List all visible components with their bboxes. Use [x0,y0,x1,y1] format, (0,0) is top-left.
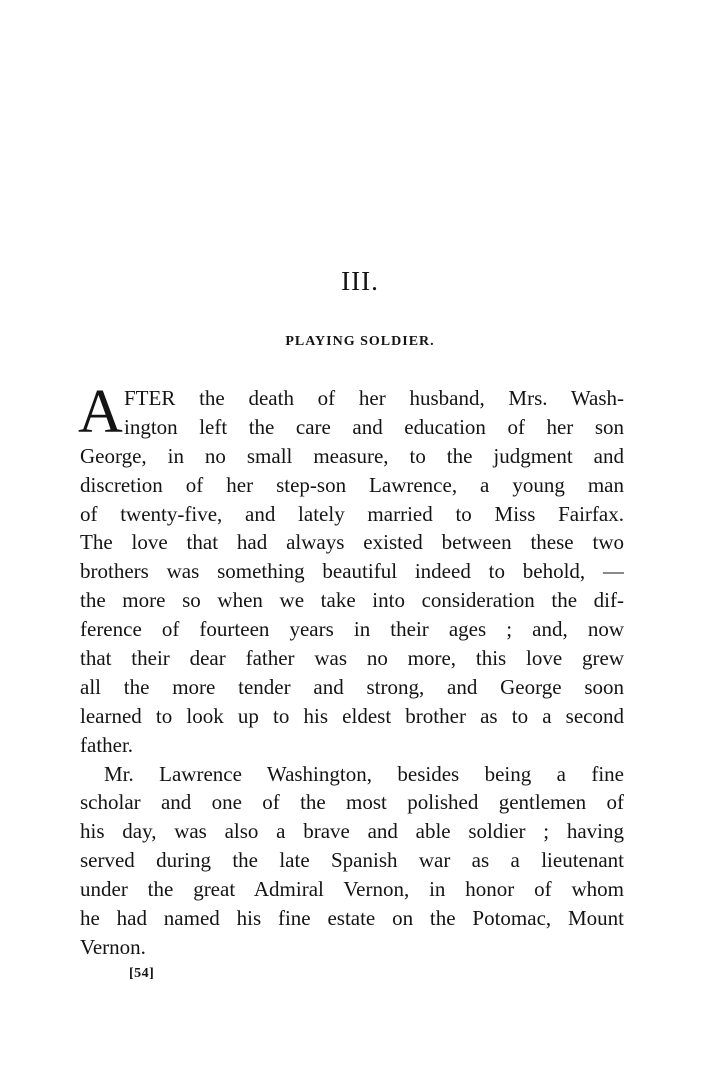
text-line: father. [80,732,134,757]
text-line: brothers was something beautiful indeed to behold, — [80,559,624,584]
body-text [80,384,624,962]
text-line: learned to look up to his eldest brother as to a second [80,703,624,728]
text-line: FTER the death of her husband, Mrs. Wash- [124,386,624,410]
drop-cap: A [78,378,123,446]
text-line: under the great Admiral Vernon, in honor of whom [80,877,624,902]
text-line: he had named his fine estate on the Potomac, Mount [80,906,624,931]
text-line: served during the late Spanish war as a lieutenant [80,848,624,873]
text-line: that their dear father was no more, this love grew [80,646,624,671]
text-line: Mr. Lawrence Washington, besides being a fine [104,761,624,786]
text-line: scholar and one of the most polished gentlemen of [80,790,624,815]
text-line: all the more tender and strong, and George soon [80,674,624,699]
page-number: [54] [129,966,155,981]
text-line: of twenty-five, and lately married to Miss Fairfax. [80,501,624,526]
chapter-number: III. [341,266,379,296]
text-line: The love that had always existed between these two [80,530,624,555]
text-line: Vernon. [80,934,146,959]
text-line: George, in no small measure, to the judgment and [80,443,624,468]
text-line: the more so when we take into consideration the dif- [80,588,624,613]
chapter-title: PLAYING SOLDIER. [285,334,435,349]
text-line: ference of fourteen years in their ages ; and, now [80,617,624,642]
text-line: discretion of her step-son Lawrence, a young man [80,472,624,497]
text-line: his day, was also a brave and able soldier ; having [80,819,624,844]
text-line: ington left the care and education of her son [124,414,624,439]
